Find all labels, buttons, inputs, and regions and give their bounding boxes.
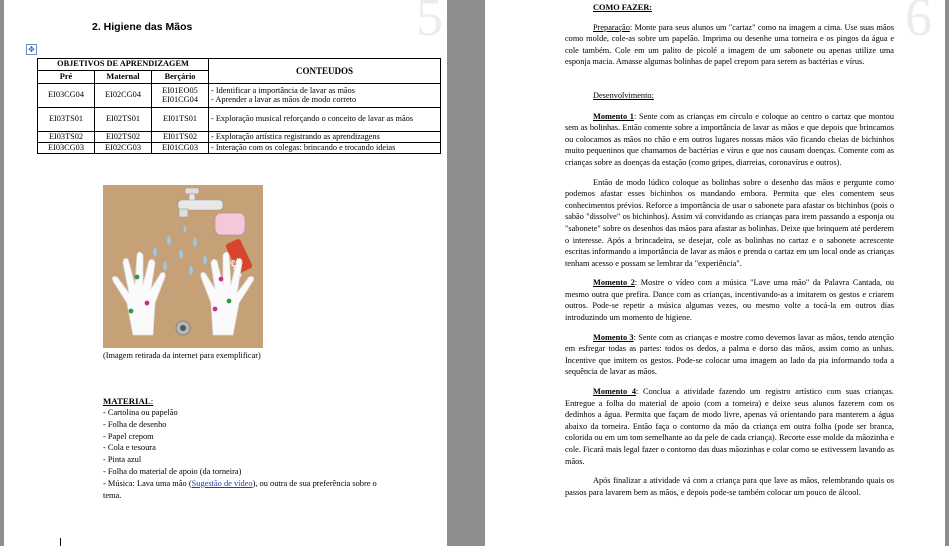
table-cell: - Exploração artística registrando as aprendizagens [209,132,441,143]
table-cell: EI03CG04 [38,84,95,108]
table-move-handle-icon[interactable]: ✥ [26,44,37,55]
list-item: - Papel crepom [103,431,154,441]
table-cell: EI01EO05 EI01CG04 [152,84,209,108]
table-cell: EI03CG03 [38,143,95,154]
image-caption: (Imagem retirada da internet para exemplificar) [103,351,261,360]
table-cell: EI02TS01 [95,108,152,132]
section-heading: 2. Higiene das Mãos [92,21,193,33]
table-header-conteudos: CONTEUDOS [209,59,441,84]
final-paragraph: Após finalizar a atividade vá com a criança para que lave as mãos, relembrando quais os passos para lavarem bem as mãos, e depois pode-se também colocar um pouco de álcool. [565,476,894,497]
momento-4-paragraph: Momento 4: Conclua a atividade fazendo um registro artístico com suas crianças. Entregue a folha do material de apoio (com a torneira) e deixe seus alunos fazerem com os dedinhos a água. Permita que façam de modo livre, apenas vá orientando para manterem a água abaixo da torneira. Então faça o contorno da mão da criança em outra folha (pode ser branca, colorida ou em um tom semelhante ao da pele de cada criança). Recorte esse molde da mãozinha e cole. Ficará mais legal fazer o contorno das duas mãozinhas e colar como se estivessem lavando as mãos. [565,387,895,466]
table-cell: - Exploração musical reforçando o conceito de lavar as mãos [209,108,441,132]
table-row [38,132,441,143]
table-cell: EI01TS02 [152,132,209,143]
video-suggestion-link[interactable]: Sugestão de vídeo [191,478,253,488]
list-item: - Cola e tesoura [103,443,156,453]
table-header-objetivos: OBJETIVOS DE APRENDIZAGEM [38,59,209,71]
document-page-left [4,0,447,546]
list-item: - Música: Lava uma mão (Sugestão de vídeo), ou outra de sua preferência sobre o tema. [103,478,377,500]
table-row [38,84,441,108]
momento-1-paragraph: Momento 1: Sente com as crianças em círculo e coloque ao centro o cartaz que montou sem as bolinhas. Então comente sobre a importância de lavar as mãos e que depois que brincamos ou colocamos as mãos no chão e em outros lugares nossas mãos vão ficando cheias de bichinhos muito pequeninos que chamamos de bactérias e vírus e que nos causam doenças. Comente com as crianças sobre as doenças da estação (como gripes, diarreias, coronavírus e outros). [565,111,895,167]
momento-2-paragraph: Momento 2: Mostre o vídeo com a música "Lave uma mão" da Palavra Cantada, ou mesmo outra que prefira. Dance com as crianças, incentivando-as a imitarem os gestos e criarem outros. Pode-se repetir a música algumas vezes, ou mesmo volte a tocá-la em outros dias introduzindo um momento de higiene. [565,278,894,323]
page-number: 6 [905,0,932,47]
section-body [565,2,894,498]
table-cell: EI01CG03 [152,143,209,154]
list-item: - Folha do material de apoio (da torneira) [103,466,242,476]
table-cell: EI02CG04 [95,84,152,108]
table-cell: EI03TS02 [38,132,95,143]
table-subheader: Berçário [152,71,209,84]
momento-3-paragraph: Momento 3: Sente com as crianças e mostre como devemos lavar as mãos, tendo atenção em esfregar todas as partes: todos os dedos, a palma e dorso das mãos, assim como as unhas. Incentive que imitem os gestos. Pode-se colocar uma imagem ao lado da pia informando toda a sequência de lavar as mãos. [565,332,894,377]
hand-washing-poster-image [103,185,263,348]
table-cell: EI02TS02 [95,132,152,143]
preparacao-paragraph: Preparação: Monte para seus alunos um "cartaz" como na imagem a cima. Use suas mãos como molde, cole-as sobre um papelão. Imprima ou desenhe uma torneira e os pingos da água e cole também. Cole em um palito de picolé a imagem de um sabonete ou apenas utilize uma esponja macia. Amasse algumas bolinhas de papel crepom para serem as bactérias e vírus. [565,22,894,67]
page-number: 5 [416,0,443,47]
table-subheader: Pré [38,71,95,84]
materials-list [103,407,403,501]
table-subheader: Maternal [95,71,152,84]
list-item: - Folha de desenho [103,419,167,429]
table-cell: - Identificar a importância de lavar as mãos - Aprender a lavar as mãos de modo correto [209,84,441,108]
table-cell: EI01TS01 [152,108,209,132]
objectives-table [37,58,441,154]
desenvolvimento-heading: Desenvolvimento: [593,90,654,100]
paragraph: Então de modo lúdico coloque as bolinhas sobre o desenho das mãos e pergunte como podemos afastar esses bichinhos os mandando embora. Permita que eles comentem seus conhecimentos prévios. Reforce a importância de usar o sabonete para afastar os bichinhos (pois o sabão "dissolve" os bichinhos). Assim vá convidando as crianças para irem passando a esponja ou "sabonete" sobre os desenhos das mãos para afastar as bolinhas. Deixe que brinquem até perderem o interesse. Após a brincadeira, se desejar, cole as bolinhas no cartaz e o sabonete acrescente escritas informando a importância de lavar as mãos e prenda o cartaz em um local onde as crianças tenham acesso e possam se lembrar da "experiência". [565,177,894,268]
table-cell: EI03TS01 [38,108,95,132]
table-row [38,108,441,132]
table-row [38,143,441,154]
list-item: - Pinta azul [103,455,142,465]
list-item: - Cartolina ou papelão [103,408,178,417]
text-cursor [60,538,61,546]
document-page-right [485,0,945,546]
material-title: MATERIAL: [103,396,154,406]
como-fazer-heading: COMO FAZER: [593,3,653,12]
table-cell: - Interação com os colegas: brincando e trocando ideias [209,143,441,154]
table-cell: EI02CG03 [95,143,152,154]
